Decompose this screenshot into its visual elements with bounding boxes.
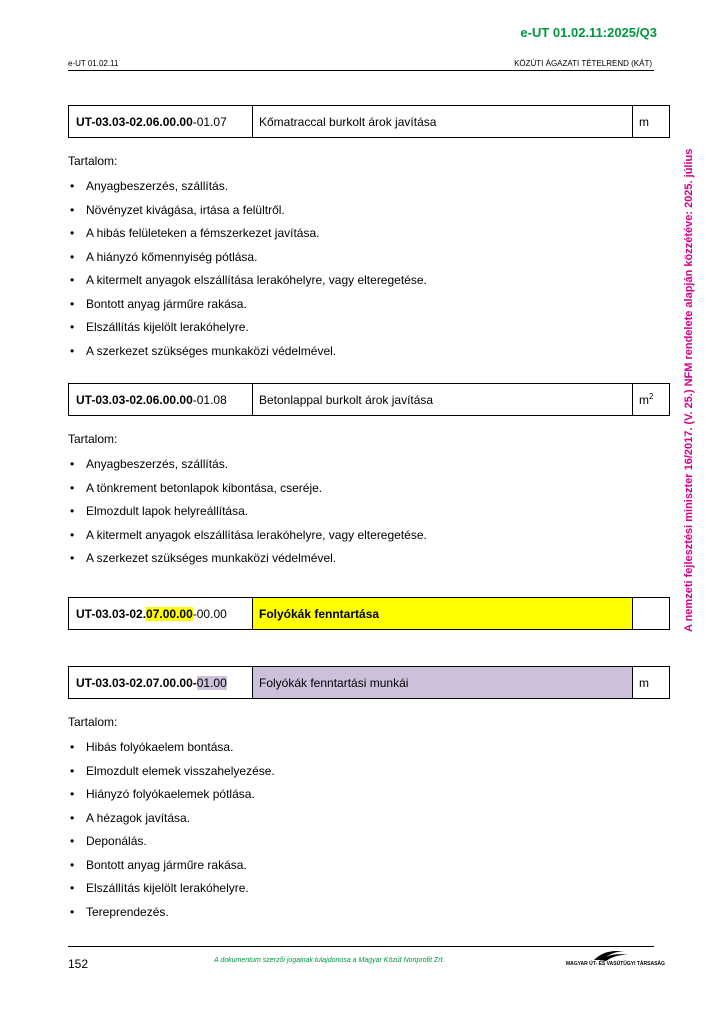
- list-item: • A tönkrement betonlapok kibontása, cseréje.: [68, 480, 427, 504]
- logo-text: MAGYAR ÚT- ÉS VASÚTÜGYI TÁRSASÁG: [566, 961, 665, 967]
- list-item: • Elmozdult lapok helyreállítása.: [68, 503, 427, 527]
- item-code: UT-03.03-02.06.00.00-01.07: [69, 106, 253, 138]
- list-item: • Anyagbeszerzés, szállítás.: [68, 178, 427, 202]
- list-item: • A hibás felületeken a fémszerkezet javítása.: [68, 225, 427, 249]
- item-code: UT-03.03-02.07.00.00-01.00: [69, 667, 253, 699]
- item-table-2: [68, 383, 670, 416]
- list-item: • A hiányzó kőmennyiség pótlása.: [68, 249, 427, 273]
- item-unit: m: [633, 106, 670, 138]
- bullet-list-1: [68, 178, 427, 366]
- item-code: UT-03.03-02.06.00.00-01.08: [69, 384, 253, 416]
- list-item: • A kitermelt anyagok elszállítása lerakóhelyre, vagy elteregetése.: [68, 527, 427, 551]
- content-label: Tartalom:: [68, 715, 118, 729]
- list-item: • Hibás folyókaelem bontása.: [68, 739, 275, 763]
- item-unit: $m^2$: [633, 384, 670, 416]
- list-item: • Bontott anyag járműre rakása.: [68, 296, 427, 320]
- bullet-list-4: [68, 739, 275, 927]
- item-table-4: [68, 666, 670, 699]
- list-item: • A hézagok javítása.: [68, 810, 275, 834]
- list-item: • A szerkezet szükséges munkaközi védelmével.: [68, 343, 427, 367]
- item-title: Folyókák fenntartása: [253, 598, 633, 630]
- list-item: • Bontott anyag járműre rakása.: [68, 857, 275, 881]
- item-code: UT-03.03-02.07.00.00-00.00: [69, 598, 253, 630]
- item-title: Kőmatraccal burkolt árok javítása: [253, 106, 633, 138]
- bullet-list-2: [68, 456, 427, 574]
- copyright-note: A dokumentum szerzői jogainak tulajdonosa a Magyar Közút Nonprofit Zrt.: [214, 957, 445, 964]
- list-item: • Tereprendezés.: [68, 904, 275, 928]
- list-item: • Növényzet kivágása, irtása a felültről.: [68, 202, 427, 226]
- list-item: • A kitermelt anyagok elszállítása lerakóhelyre, vagy elteregetése.: [68, 272, 427, 296]
- list-item: • Anyagbeszerzés, szállítás.: [68, 456, 427, 480]
- item-title: Folyókák fenntartási munkái: [253, 667, 633, 699]
- item-table-3: [68, 597, 670, 630]
- item-unit: m: [633, 667, 670, 699]
- header-right: KÖZÚTI ÁGAZATI TÉTELREND (KÁT): [514, 59, 652, 68]
- page-number: 152: [68, 957, 89, 971]
- list-item: • Elszállítás kijelölt lerakóhelyre.: [68, 880, 275, 904]
- header-rule: [68, 70, 654, 71]
- item-title: Betonlappal burkolt árok javítása: [253, 384, 633, 416]
- list-item: • A szerkezet szükséges munkaközi védelmével.: [68, 550, 427, 574]
- list-item: • Elszállítás kijelölt lerakóhelyre.: [68, 319, 427, 343]
- item-unit: [633, 598, 670, 630]
- item-table-1: [68, 105, 670, 138]
- header-left: e-UT 01.02.11: [68, 59, 119, 68]
- list-item: • Deponálás.: [68, 833, 275, 857]
- list-item: • Hiányzó folyókaelemek pótlása.: [68, 786, 275, 810]
- content-label: Tartalom:: [68, 432, 118, 446]
- list-item: • Elmozdult elemek visszahelyezése.: [68, 763, 275, 787]
- document-code: e-UT 01.02.11:2025/Q3: [520, 25, 657, 40]
- side-publication-note: A nemzeti fejlesztési miniszter 16/2017. (V. 25.) NFM rendelete alapján közzétéve: 2025. július: [683, 148, 695, 632]
- content-label: Tartalom:: [68, 154, 118, 168]
